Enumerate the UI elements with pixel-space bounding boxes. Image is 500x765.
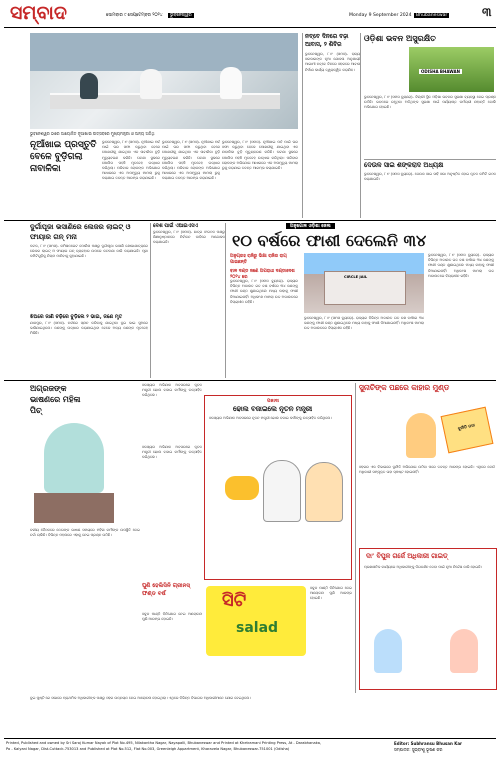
lower-mid-headline: ଢୋଲ ବଜାଇଲେ ନୂତନ ମନ୍ତ୍ରୀ xyxy=(233,405,313,413)
right-sub-body: ଭୁବନେଶ୍ୱର, ୮।୯ (ସମସ ବ୍ୟୁରୋ)- ଦେଉଳ ସାଇ ସାହି ସଭା ଅନୁଷ୍ଠିତ ହୋଇ ନୂତନ କମିଟି ଗଠନ କରାଯାଇଛି। xyxy=(364,172,496,182)
bottom-mid-side: ସବୁଜ ପାଣ୍ଠି ବିନିଯୋଗ ନେଇ ଆଲୋଚନା ପୁଣି ଆରମ୍ଭ ହୋଇଛି। xyxy=(310,586,352,601)
main-bullet-1: ଅନୁଗ୍ରହ ରାଜିରୁ ଭିକ୍ଷା ରାଜିର ରାୟ ପାଇଛନ୍ତି xyxy=(230,254,287,265)
top-photo-caption: ଭୁବନେଶ୍ୱର ଠାରେ ଆୟୋଜିତ ନୂଆଖାଇ ଉତ୍ସବରେ ମୁଖ୍ୟମନ୍ତ୍ରୀ ଓ ଅନ୍ୟ ଅତିଥି xyxy=(30,131,155,136)
photo-backdrop xyxy=(30,33,298,71)
lower-right-story xyxy=(355,383,500,693)
mid-col-headline: ଦେଶ ପାଇଁ ଏଆଇଏସଏ xyxy=(153,223,198,229)
lower-mid-box xyxy=(204,395,352,580)
mid-left-story xyxy=(30,223,148,378)
masthead-logo: ସମ୍ବାଦ xyxy=(10,2,67,24)
main-body-col1: ଭୁବନେଶ୍ୱର, ୮।୯ (ସମସ ବ୍ୟୁରୋ)- ରାଜ୍ୟର ବିଭିନ୍ନ ଅଦାଲତ ଗତ ଦଶ ବର୍ଷରେ ୩୪ ଜଣଙ୍କୁ ଫାଶୀ ଦଣ୍ଡ ଶୁଣାଇଥିଲେ ମଧ୍ୟ କାହାକୁ ଫାଶୀ ଦିଆଯାଇନାହିଁ। ଅଧିକାଂଶ ମାମଲା ଉଚ୍ଚ ଅଦାଲତରେ ବିଚାରାଧୀନ ରହିଛି। xyxy=(230,279,298,304)
cartoon-figure xyxy=(263,460,301,522)
person-icon xyxy=(140,69,162,99)
cartoon-figure xyxy=(374,629,402,673)
city-salad-box xyxy=(206,586,306,656)
right-story-body: ଭୁବନେଶ୍ୱର, ୮।୯ (ସମସ ବ୍ୟୁରୋ)- ଦିଲ୍ଲୀ ସ୍ଥିତ ଓଡ଼ିଶା ଭବନର ସୁରକ୍ଷା ବ୍ୟବସ୍ଥା ନେଇ ପ୍ରଶ୍ନ ଉଠିଛି। ଭବନରେ ରହୁଥିବା ଅତିଥିଙ୍କ ସୁରକ୍ଷା ପାଇଁ ପର୍ଯ୍ୟାପ୍ତ କର୍ମଚାରୀ ନାହାନ୍ତି ବୋଲି ଅଭିଯୋଗ ହୋଇଛି। xyxy=(364,95,496,110)
odisha-bhawan-photo xyxy=(409,47,494,92)
cartoon-sign xyxy=(441,407,494,454)
jail-sign: CIRCLE JAIL xyxy=(344,275,368,279)
side-story xyxy=(302,33,360,218)
cartoon-sign-text: ଦୁର୍ନୀତି ପଦା xyxy=(457,422,476,431)
masthead-date-odia: ସୋମବାର ୯ ସେପ୍ଟେମ୍ବର ୨୦୨୪ xyxy=(106,13,163,18)
main-body-col3: ଭୁବନେଶ୍ୱର, ୮।୯ (ସମସ ବ୍ୟୁରୋ)- ରାଜ୍ୟର ବିଭିନ୍ନ ଅଦାଲତ ଗତ ଦଶ ବର୍ଷରେ ୩୪ ଜଣଙ୍କୁ ଫାଶୀ ଦଣ୍ଡ ଶୁଣାଇଥିଲେ ମଧ୍ୟ କାହାକୁ ଫାଶୀ ଦିଆଯାଇନାହିଁ। ଅଧିକାଂଶ ମାମଲା ଉଚ୍ଚ ଅଦାଲତରେ ବିଚାରାଧୀନ ରହିଛି। xyxy=(428,253,494,278)
lower-mid-story xyxy=(142,383,352,578)
jail-photo xyxy=(304,253,424,313)
lower-right-box xyxy=(359,548,497,690)
lower-right-sub-body: ପ୍ରଶାସନିକ କାର୍ଯ୍ୟରେ ଅଧିକାରୀଙ୍କୁ ଦିଗଦର୍ଶନ ଦେବା ପାଇଁ ନୂଆ ନିର୍ଦ୍ଦେଶ ଜାରି ହୋଇଛି। xyxy=(364,565,483,569)
mid-left-sub-body: ଯାଜପୁର, ୮।୯ (ସମସ)- ନଦୀରେ ସ୍ନାନ କରିବାକୁ ଯାଇଥିବା ଦୁଇ ଭାଇ ସୁଅରେ ଭାସିଯାଇଥିଲେ। ଜଣଙ୍କୁ ଉଦ୍ଧାର କରାଯାଇଥିବା ବେଳେ ଅନ୍ୟ ଜଣଙ୍କ ମୃତଦେହ ମିଳିଛି। xyxy=(30,321,148,336)
lower-right-headline: ସୁନାଚିଙ୍କ ପଛରେ କାହାର ମୁଣ୍ଡ xyxy=(359,383,450,392)
cartoon-figure xyxy=(450,629,478,673)
right-headline: ଓଡ଼ିଶା ଭବନ ଅସୁରକ୍ଷିତ xyxy=(364,34,436,43)
right-story xyxy=(360,33,500,218)
lower-right-body: ସହରର ଏକ ବିଭାଗରେ ଦୁର୍ନୀତି ଅଭିଯୋଗ ଉଠିବା ପରେ ତଦନ୍ତ ଆରମ୍ଭ ହୋଇଛି। ଏଥିରେ କେଉଁ ଅଧିକାରୀ ସମ୍ପୃକ୍ତ ତାହା ସ୍ପଷ୍ଟ ହୋଇନାହିଁ। xyxy=(359,465,495,475)
mid-left-sub-headline: ଝିଅରେ ଜାଣି ଚଢ଼ିରେ ବୁଡ଼ିଲେ ୨ ଭାଇ, ଜଣେ ମୃତ xyxy=(30,314,123,320)
cartoon-podium xyxy=(34,493,114,523)
side-headline: ନବ୍ବେ ଦିନରେ ବଢ଼ା ଆବାସ, ୨ ଶିବିର xyxy=(305,34,349,48)
bottom-mid-body: ସବୁଜ ପାଣ୍ଠି ବିନିଯୋଗ ନେଇ ଆଲୋଚନା ପୁଣି ଆରମ୍ଭ ହୋଇଛି। xyxy=(142,612,202,622)
lower-mid-body: ସଦସ୍ୟତା ଅଭିଯାନ ଅବସରରେ ନୂତନ ମନ୍ତ୍ରୀ ଢୋଲ ବଜାଇ କର୍ମୀଙ୍କୁ ଉତ୍ସାହିତ କରିଥିଲେ। xyxy=(209,416,332,420)
main-kicker: ଅନୁଗୋଳ ଓଡ଼ିଶା ଜେଲ xyxy=(286,223,335,229)
top-story-body-col1: ଭୁବନେଶ୍ୱର, ୮।୯ (ସମସ)- ନୂଆଁଖାଇ ପର୍ବ ପାଇଁ ଘର ସଫା କରୁଥିବା ବେଳେ ପୋଖରୀକୁ ଯାଇଥିବା ଏକ ନାବାଳିକା ବୁଡ଼ି ମୃତ୍ୟୁବରଣ କରିଛି। ଘଟଣା ସ୍ଥଳରେ ପୋଲିସ ପହଞ୍ଚି ମୃତଦେହ ଉଦ୍ଧାର କରିଥିଲା। ପରିବାର ଲୋକଙ୍କ ଅଭିଯୋଗ ଆଧାରରେ ଏକ ଅପମୃତ୍ୟୁ ମାମଲା ରୁଜୁ କରାଯାଇ ତଦନ୍ତ ଆରମ୍ଭ କରାଯାଇଛି। xyxy=(102,140,160,181)
footer-editor-odia: ସମ୍ପାଦକ: ସୁଭ୍ରାଂଶୁ ଭୂଷଣ କର xyxy=(394,747,443,752)
bottom-strip: ଦୁଇ ପୁଷ୍ଟି ରେ ସଭାରେ ପ୍ରାଥମିକ ଅଧିକାରୀଙ୍କ ପକ୍ଷରୁ ସହର ଉନ୍ନୟନ ନେଇ ଆଲୋଚନା ହୋଇଥିଲା। ଏଥିରେ ବିଭିନ୍ନ ବିଭାଗର ଅଧିକାରୀମାନେ ଯୋଗ ଦେଇଥିଲେ। xyxy=(30,696,251,700)
footer-line-1: Printed, Published and owned by Sri Saroj Kumar Nayak of Plot No.495, Nilakantha Nagar, Nayapalli, Bhubaneswar and Printed at Khetramani Printing Press, At - Darabhanaka, xyxy=(6,741,322,745)
salad-line-2: salad xyxy=(236,620,279,636)
bottom-mid-headline: ପୁଣି ହେଲିସିନି ଗ୍ରୀନସ୍ ଫଣ୍ଡ ବର୍ଷ xyxy=(142,583,190,597)
lower-mid-kicker: ପକାଦା xyxy=(267,399,280,404)
top-story-body-col2: ଭୁବନେଶ୍ୱର, ୮।୯ (ସମସ)- ନୂଆଁଖାଇ ପର୍ବ ପାଇଁ ଘର ସଫା କରୁଥିବା ବେଳେ ପୋଖରୀକୁ ଯାଇଥିବା ଏକ ନାବାଳିକା ବୁଡ଼ି ମୃତ୍ୟୁବରଣ କରିଛି। ଘଟଣା ସ୍ଥଳରେ ପୋଲିସ ପହଞ୍ଚି ମୃତଦେହ ଉଦ୍ଧାର କରିଥିଲା। ପରିବାର ଲୋକଙ୍କ ଅଭିଯୋଗ ଆଧାରରେ ଏକ ଅପମୃତ୍ୟୁ ମାମଲା ରୁଜୁ କରାଯାଇ ତଦନ୍ତ ଆରମ୍ଭ କରାଯାଇଛି। xyxy=(162,140,220,181)
divider xyxy=(4,380,496,381)
lower-left-body: ଦଳୀୟ ବୈଠକରେ ନେତାଙ୍କ ଭାଷଣ ସମୟରେ ମହିଳା କର୍ମୀଙ୍କ ଉପସ୍ଥିତି ନେଇ ଚର୍ଚ୍ଚା ଚାଲିଛି। ବିଭିନ୍ନ ମହଲରେ ଏହାକୁ ନେଇ ପ୍ରଶ୍ନ ଉଠିଛି। xyxy=(30,528,140,538)
main-bullets xyxy=(230,254,300,281)
right-divider xyxy=(364,159,496,160)
lower-mid-side: ସଦସ୍ୟତା ଅଭିଯାନ ଅବସରରେ ନୂତନ ମନ୍ତ୍ରୀ ଢୋଲ ବଜାଇ କର୍ମୀଙ୍କୁ ଉତ୍ସାହିତ କରିଥିଲେ। xyxy=(142,445,202,460)
footer xyxy=(4,738,496,763)
cartoon-figure xyxy=(406,413,436,458)
lower-left-story xyxy=(30,383,140,633)
mid-col-story xyxy=(150,223,225,378)
cartoon-figure xyxy=(305,462,343,522)
footer-editor: Editor: Subhransu Bhusan Kar xyxy=(394,741,463,746)
lower-mid-intro: ସଦସ୍ୟତା ଅଭିଯାନ ଅବସରରେ ନୂତନ ମନ୍ତ୍ରୀ ଢୋଲ ବଜାଇ କର୍ମୀଙ୍କୁ ଉତ୍ସାହିତ କରିଥିଲେ। xyxy=(142,383,202,398)
page-number: ୩ xyxy=(482,5,492,19)
person-icon xyxy=(220,67,242,99)
lower-right-sub-headline: ଦା’ ବିପୁଳ ଗର୍ଜେ ଅଧିକାରୀ ଗାଇଡ୍ xyxy=(366,552,448,560)
main-bullet-2: ବାଳ ଦଣ୍ଡ ଜଣେ ଅପରାଧୀ ଦଣ୍ଡାଦେଶ ୨୦୨୪ ରେ xyxy=(230,269,295,280)
main-body-col2: ଭୁବନେଶ୍ୱର, ୮।୯ (ସମସ ବ୍ୟୁରୋ)- ରାଜ୍ୟର ବିଭିନ୍ନ ଅଦାଲତ ଗତ ଦଶ ବର୍ଷରେ ୩୪ ଜଣଙ୍କୁ ଫାଶୀ ଦଣ୍ଡ ଶୁଣାଇଥିଲେ ମଧ୍ୟ କାହାକୁ ଫାଶୀ ଦିଆଯାଇନାହିଁ। ଅଧିକାଂଶ ମାମଲା ଉଚ୍ଚ ଅଦାଲତରେ ବିଚାରାଧୀନ ରହିଛି। xyxy=(304,316,424,331)
mid-left-headline: ଦୁର୍ଗାପୂଜା ଭସାଣିରେ ଲେଜର ଲାଇଟ୍ ଓ ଫାୟାର ଗନ୍ ମନା xyxy=(30,223,131,241)
cartoon-figure xyxy=(44,423,104,493)
odisha-bhawan-sign: ODISHA BHAWAN xyxy=(421,69,460,74)
main-story xyxy=(225,223,497,378)
right-sub-headline: ଦେଉଳ ସାଇ ଶଙ୍କରାଦ ଅଧ୍ୟକ୍ଷ xyxy=(364,161,444,169)
masthead-city-odia: ଭୁବନେଶ୍ୱର xyxy=(170,13,192,18)
side-story-body: ଭୁବନେଶ୍ୱର, ୮।୯ (ସମସ)- ରାଜ୍ୟ ସରକାରଙ୍କ ନୂଆ ଯୋଜନା ଅନୁଯାୟୀ ଆଗାମୀ ନବ୍ବେ ଦିନରେ ସହରରେ ଆବାସ ନିର୍ମାଣ କାର୍ଯ୍ୟ ତ୍ୱରାନ୍ୱିତ କରାଯିବ। xyxy=(305,52,360,72)
top-headline: ନୂଆଁଖାଇ ପ୍ରସ୍ତୁତି ବେଳେ ବୁଡ଼ିଗଲା ନାବାଳିକା xyxy=(30,140,97,174)
masthead xyxy=(4,2,496,28)
person-icon xyxy=(80,73,98,99)
lower-left-headline: ଅଗ୍ରଜଙ୍କ ଭାଷଣରେ ମହିଳା ପିଚ୍ xyxy=(30,384,81,415)
mid-left-body: କଟକ, ୮।୯ (ସମସ)- କମିଶନରେଟ ପୋଲିସ ପକ୍ଷରୁ ଦୁର୍ଗାପୂଜା ଭସାଣି ଶୋଭାଯାତ୍ରାରେ ଲେଜର ଲାଇଟ୍ ଓ ଫାୟାର ଗନ୍ ବ୍ୟବହାର ଉପରେ କଟକଣା ଜାରି କରାଯାଇଛି। ପୂଜା କମିଟିଗୁଡ଼ିକୁ ନିୟମ ମାନିବାକୁ କୁହାଯାଇଛି। xyxy=(30,244,148,259)
drum-icon xyxy=(225,476,259,500)
bottom-mid-story xyxy=(142,582,352,692)
footer-line-2: Po - Kalyani Nagar, Dist-Cuttack-753013 and Published at Plot No.512, Flat No.003, Greenleigh Appartment, Kharavela Nagar, Bhubaneswar-751001 (Odisha) xyxy=(6,747,290,751)
salad-line-1: ସିଟି xyxy=(222,590,247,611)
masthead-city-en: Bhubaneswar xyxy=(416,13,448,18)
mid-col-body: ଭୁବନେଶ୍ୱର, ୮।୯ (ସମସ)- ଛାତ୍ର ସଂଗଠନ ପକ୍ଷରୁ ଶିକ୍ଷାନୁଷ୍ଠାନରେ ନିର୍ବାଚନ ଦାବିରେ ଆନ୍ଦୋଳନ କରାଯାଇଛି। xyxy=(153,230,225,245)
top-photo xyxy=(30,33,298,129)
top-story-body-col3: ଭୁବନେଶ୍ୱର, ୮।୯ (ସମସ)- ନୂଆଁଖାଇ ପର୍ବ ପାଇଁ ଘର ସଫା କରୁଥିବା ବେଳେ ପୋଖରୀକୁ ଯାଇଥିବା ଏକ ନାବାଳିକା ବୁଡ଼ି ମୃତ୍ୟୁବରଣ କରିଛି। ଘଟଣା ସ୍ଥଳରେ ପୋଲିସ ପହଞ୍ଚି ମୃତଦେହ ଉଦ୍ଧାର କରିଥିଲା। ପରିବାର ଲୋକଙ୍କ ଅଭିଯୋଗ ଆଧାରରେ ଏକ ଅପମୃତ୍ୟୁ ମାମଲା ରୁଜୁ କରାଯାଇ ତଦନ୍ତ ଆରମ୍ଭ କରାଯାଇଛି। xyxy=(222,140,298,171)
main-headline: ୧୦ ବର୍ଷରେ ଫାଶୀ ଦେଲେନି ୩୪ xyxy=(232,231,427,250)
masthead-date-en: Monday 9 September 2024 xyxy=(349,13,412,18)
divider xyxy=(4,220,496,221)
